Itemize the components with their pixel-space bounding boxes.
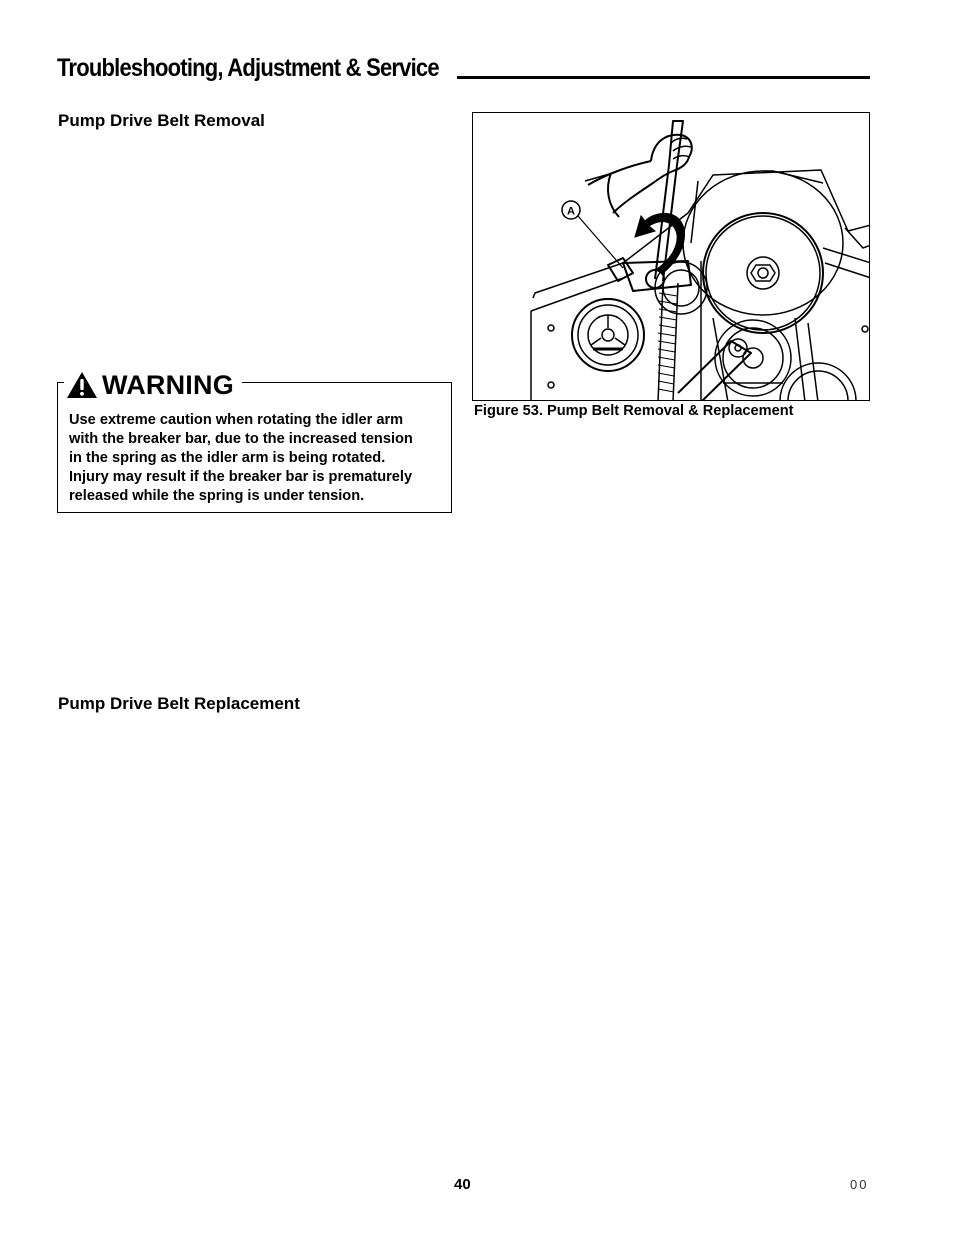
document-code: 00 [850,1177,869,1192]
page-header-title: Troubleshooting, Adjustment & Service [57,54,439,82]
warning-line: released while the spring is under tension. [69,488,365,504]
section-heading-removal: Pump Drive Belt Removal [58,111,265,130]
warning-triangle-icon [66,371,98,399]
warning-text [69,411,449,506]
figure-caption: Figure 53. Pump Belt Removal & Replacement [474,403,794,419]
figure-53 [472,112,870,401]
warning-header [64,368,242,402]
section-heading-replacement: Pump Drive Belt Replacement [58,694,300,713]
page-number: 40 [454,1176,471,1193]
header-rule [457,76,870,79]
figure-callout-a: A [567,205,575,218]
warning-label: WARNING [102,369,234,400]
warning-line: Use extreme caution when rotating the idler arm [69,412,404,428]
warning-line: in the spring as the idler arm is being rotated. [69,450,386,466]
pump-belt-illustration [473,113,870,401]
warning-line: Injury may result if the breaker bar is prematurely [69,469,413,485]
warning-line: with the breaker bar, due to the increased tension [69,431,413,447]
